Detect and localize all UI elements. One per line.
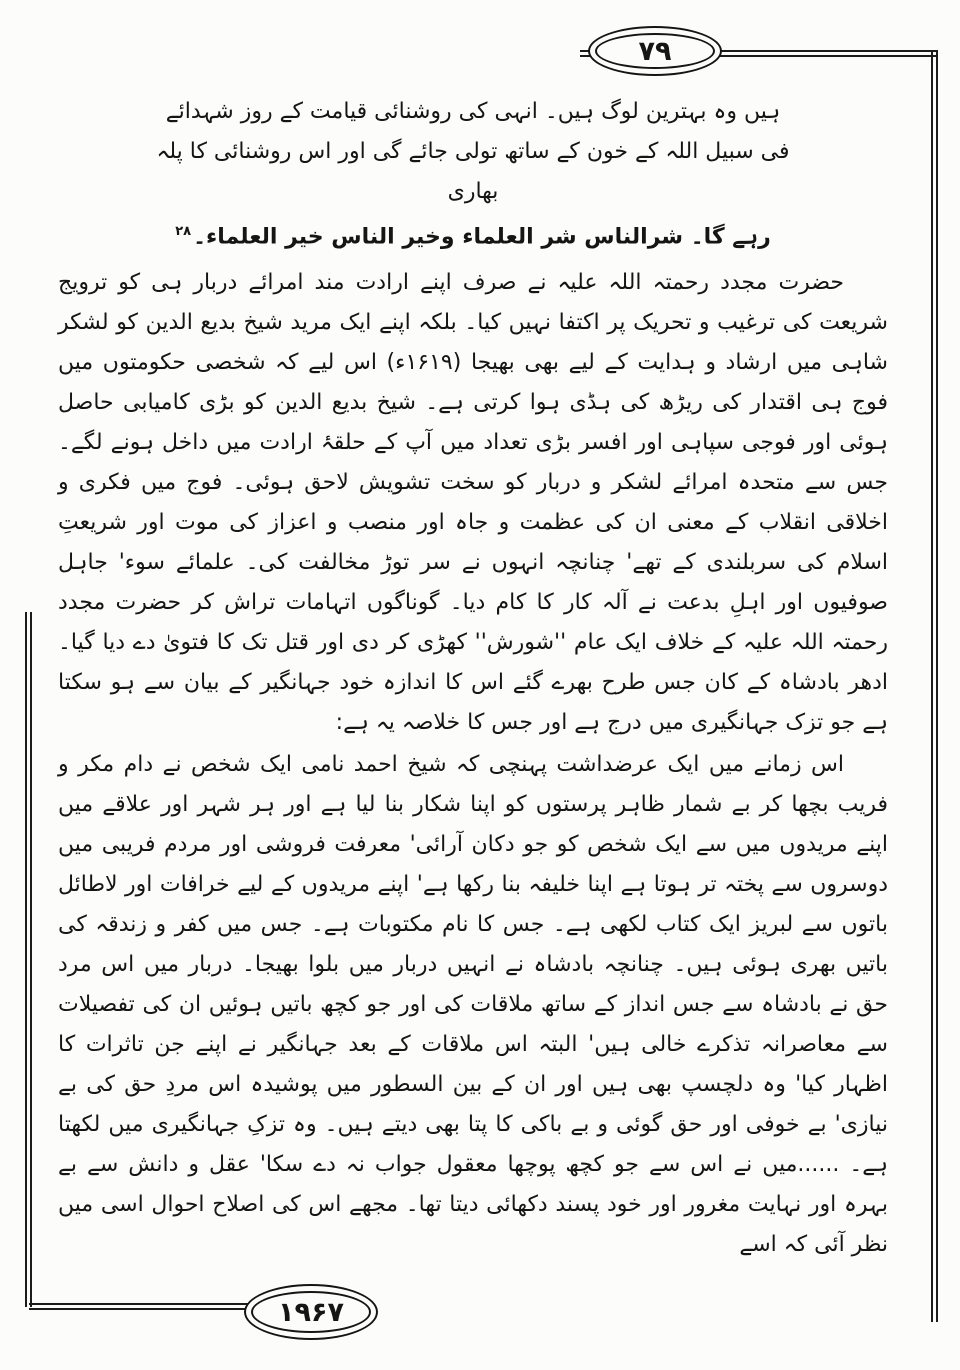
quote-block [58, 92, 888, 257]
quote-line: ہیں وہ بہترین لوگ ہیں۔ انہی کی روشنائی قیامت کے روز شہدائے [165, 99, 781, 124]
arabic-hadith-text: رہے گا۔ شرالناس شر العلماء وخیر الناس خیر العلماء۔ [193, 224, 771, 250]
page-number-ornament-bottom-inner [251, 1291, 371, 1333]
quote-line: فی سبیل اللہ کے خون کے ساتھ تولی جائے گی اور اس روشنائی کا پلہ بھاری [156, 139, 790, 204]
page-number-bottom: ۱۹۶۷ [278, 1296, 344, 1328]
footnote-marker: ۲۸ [175, 224, 192, 239]
paragraph: اس زمانے میں ایک عرضداشت پہنچی کہ شیخ احمد نامی ایک شخص نے دام مکر و فریب بچھا کر بے شمار ظاہر پرستوں کو اپنا شکار بنا لیا ہے اور ہر شہر اور علاقے میں اپنے مریدوں میں سے ایک شخص کو جو دکان آرائی' معرفت فروشی اور مردم فریبی میں دوسروں سے پختہ تر ہوتا ہے اپنا خلیفہ بنا رکھا ہے' اپنے مریدوں کے لیے خرافات اور لاطائل باتوں سے لبریز ایک کتاب لکھی ہے۔ جس کا نام مکتوبات ہے۔ جس میں کفر و زندقہ کی باتیں بھری ہوئی ہیں۔ چنانچہ بادشاہ نے انہیں دربار میں بلوا بھیجا۔ دربار میں اس مرد حق نے بادشاہ سے جس انداز کے ساتھ ملاقات کی اور جو کچھ باتیں ہوئیں ان کی تفصیلات سے معاصرانہ تذکرے خالی ہیں' البتہ اس ملاقات کے بعد جہانگیر نے اپنے جن تاثرات کا اظہار کیا' وہ دلچسپ بھی ہیں اور ان کے بین السطور میں پوشیدہ اس مردِ حق کی بے نیازی' بے خوفی اور حق گوئی و بے باکی کا پتا بھی دیتے ہیں۔ وہ تزکِ جہانگیری میں لکھتا ہے۔ ......میں نے اس سے جو کچھ پوچھا معقول جواب نہ دے سکا' عقل و دانش سے بے بہرہ اور نہایت مغرور اور خود پسند دکھائی دیتا تھا۔ مجھے اس کی اصلاح احوال اسی میں نظر آئی کہ اسے [58, 752, 888, 1258]
frame-bottom-line [29, 1303, 264, 1310]
frame-right-line [931, 50, 938, 1322]
page-text [58, 92, 888, 1267]
quote-line-arabic [128, 212, 818, 257]
paragraph: حضرت مجدد رحمتہ اللہ علیہ نے صرف اپنے ارادت مند امرائے دربار ہی کو ترویج شریعت کی ترغیب و تحریک پر اکتفا نہیں کیا۔ بلکہ اپنے ایک مرید شیخ بدیع الدین کو لشکر شاہی میں ارشاد و ہدایت کے لیے بھی بھیجا (۱۶۱۹ء) اس لیے کہ شخصی حکومتوں میں فوج ہی اقتدار کی ریڑھ کی ہڈی ہوا کرتی ہے۔ شیخ بدیع الدین کو بڑی کامیابی حاصل ہوئی اور فوجی سپاہی اور افسر بڑی تعداد میں آپ کے حلقۂ ارادت میں داخل ہونے لگے۔ جس سے متحدہ امرائے لشکر و دربار کو سخت تشویش لاحق ہوئی۔ فوج میں فکری و اخلاقی انقلاب کے معنی ان کی عظمت و جاہ اور منصب و اعزاز کی موت اور شریعتِ اسلام کی سربلندی کے تھے' چنانچہ انہوں نے سر توڑ مخالفت کی۔ علمائے سوء' جاہل صوفیوں اور اہلِ بدعت نے آلہ کار کا کام دیا۔ گوناگوں اتہامات تراش کر حضرت مجدد رحمتہ اللہ علیہ کے خلاف ایک عام ''شورش'' کھڑی کر دی اور قتل تک کا فتویٰ دے دیا گیا۔ ادھر بادشاہ کے کان جس طرح بھرے گئے اس کا اندازہ خود جہانگیر کے بیان سے ہو سکتا ہے جو تزک جہانگیری میں درج ہے اور جس کا خلاصہ یہ ہے: [58, 270, 888, 736]
page-number-ornament-top-inner [595, 33, 715, 69]
page-number-ornament-top [588, 26, 722, 76]
page-number-top: ۷۹ [638, 35, 672, 67]
page-number-ornament-bottom [244, 1284, 378, 1340]
frame-left-line [25, 612, 32, 1307]
